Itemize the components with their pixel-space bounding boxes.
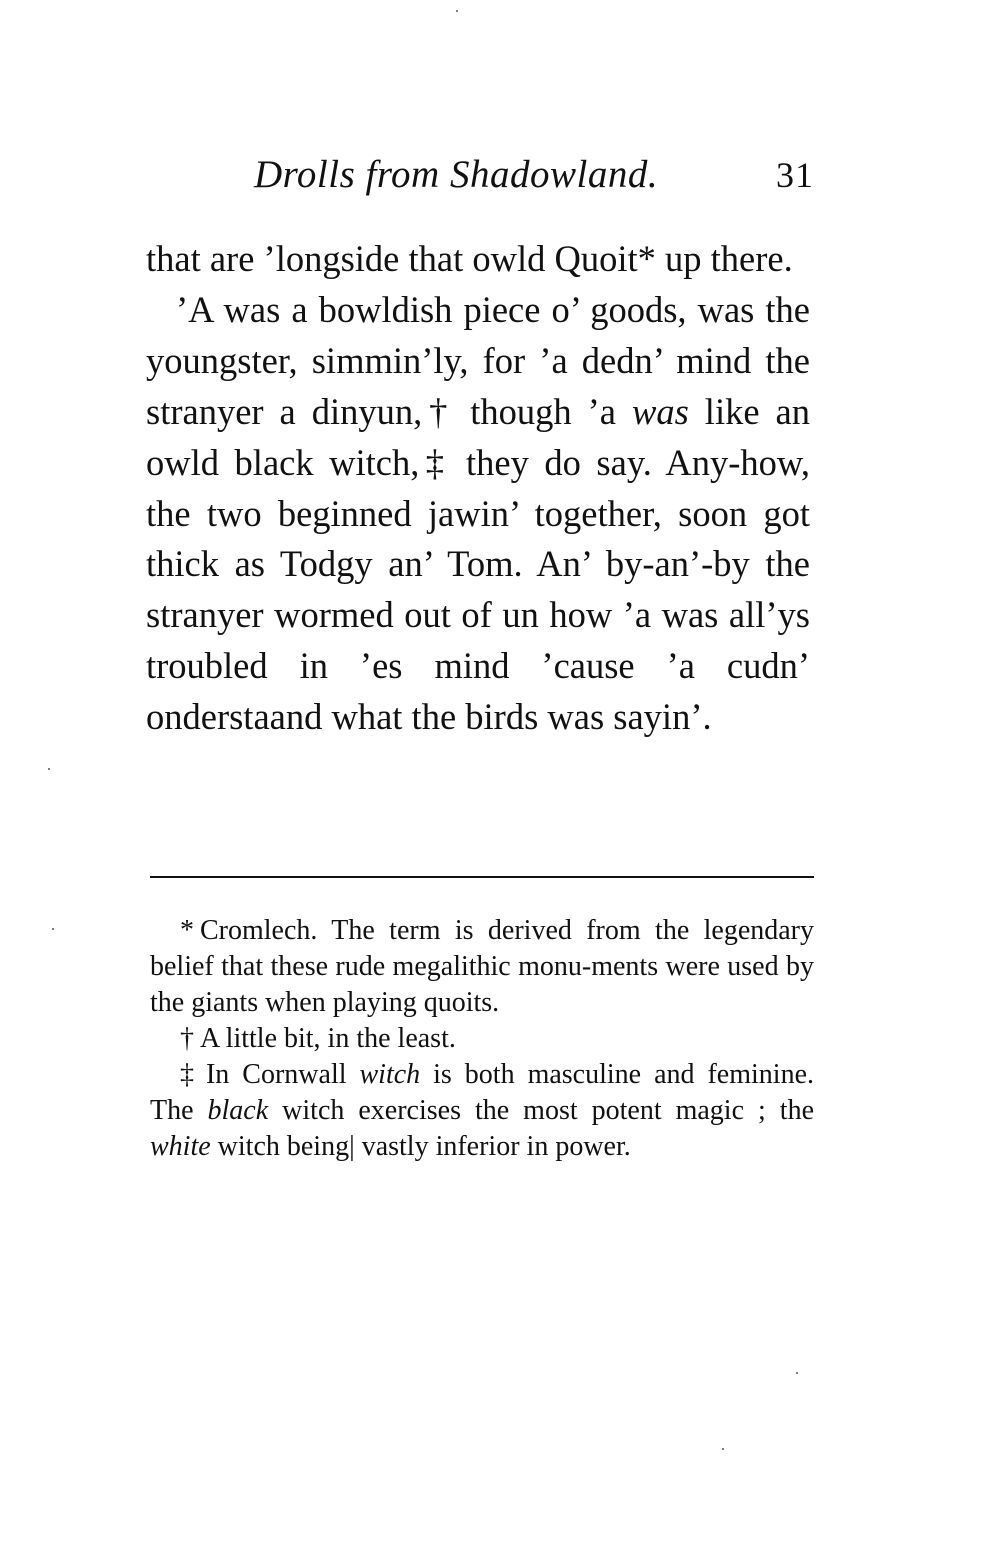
footnote-1 xyxy=(150,913,814,1021)
scan-speck xyxy=(52,928,54,930)
footnote-3-mark: ‡ xyxy=(180,1059,200,1090)
running-head xyxy=(146,152,814,202)
paragraph-2-part-2: like an owld black witch,‡ they do say. Any-how, the two beginned jawin’ together, soon got thick as Todgy an’ Tom. An’ by-an’-by the stranyer wormed out of un how ’a was all’ys troubled in ’es mind ’cause ’a cudn’ onderstaand what the birds was sayin’. xyxy=(146,390,810,738)
paragraph-2-part-1: ’A was a bowldish piece o’ goods, was the youngster, simmin’ly, for ’a dedn’ mind the stranyer a dinyun,† though ’a xyxy=(146,288,810,432)
footnote-3-part-2: is both masculine and feminine. The xyxy=(150,1059,814,1126)
scan-speck xyxy=(722,1448,724,1450)
paragraph-1: that are ’longside that owld Quoit* up there. xyxy=(146,238,793,279)
footnote-2-text: A little bit, in the least. xyxy=(200,1023,456,1054)
running-title: Drolls from Shadowland. xyxy=(254,153,659,196)
paragraph-2 xyxy=(146,285,810,743)
body-text xyxy=(146,234,810,743)
scan-speck xyxy=(456,10,458,12)
footnote-3-part-3: witch exercises the most potent magic ; the xyxy=(268,1095,814,1126)
footnote-3-em-white: white xyxy=(150,1131,211,1162)
footnote-3-part-4: witch being| vastly inferior in power. xyxy=(210,1131,631,1162)
footnote-rule xyxy=(150,876,814,878)
footnote-3-part-1: In Cornwall xyxy=(205,1059,360,1090)
footnotes xyxy=(150,913,814,1165)
emphasis-was: was xyxy=(632,390,689,432)
footnote-2 xyxy=(150,1021,814,1057)
scan-speck xyxy=(796,1372,798,1374)
footnote-1-text: Cromlech. The term is derived from the legendary belief that these rude megalithic monu-ments were used by the giants when playing quoits. xyxy=(150,915,814,1018)
footnote-1-mark: * xyxy=(180,915,194,946)
page-number: 31 xyxy=(776,155,814,195)
footnote-3-em-black: black xyxy=(207,1095,269,1126)
footnote-2-mark: † xyxy=(180,1023,194,1054)
footnote-3-em-witch: witch xyxy=(359,1059,421,1090)
footnote-3 xyxy=(150,1057,814,1165)
scan-speck xyxy=(48,768,50,770)
